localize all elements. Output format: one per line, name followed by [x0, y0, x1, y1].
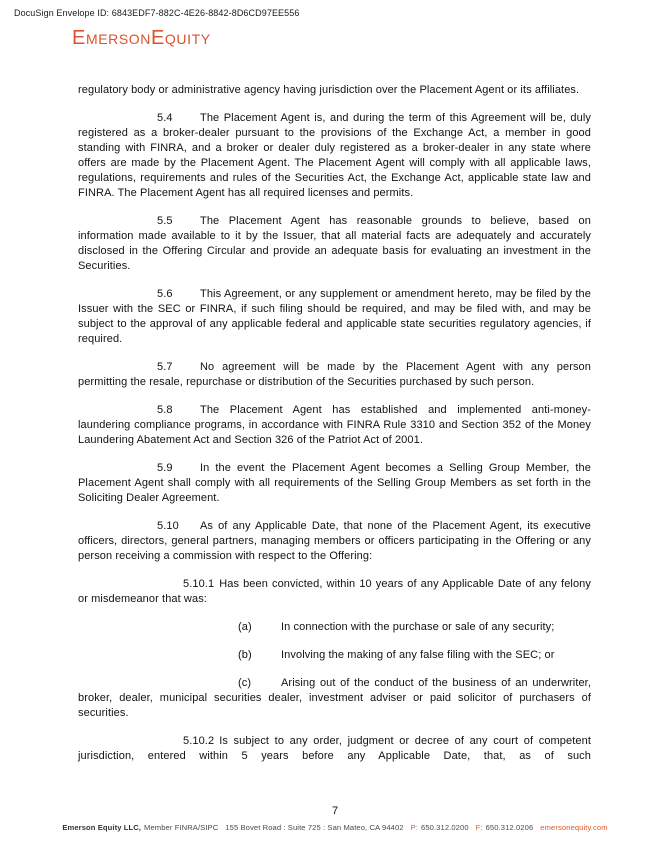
paragraph-text: No agreement will be made by the Placement Agent with any person permitting the resale, repurchase or distribution of the Securities purchased by such person. — [78, 361, 591, 388]
paragraph-number: 5.8 — [157, 404, 173, 416]
paragraph-text: This Agreement, or any supplement or amendment hereto, may be filed by the Issuer with the SEC or FINRA, if such filing should be required, and may be filed with, and may be subject to the approval of any applicable federal and applicable state securities regulatory agencies, if required. — [78, 288, 591, 345]
paragraph-text: Has been convicted, within 10 years of any Applicable Date of any felony or misdemeanor that was: — [78, 578, 591, 605]
paragraph-text: regulatory body or administrative agency having jurisdiction over the Placement Agent or its affiliates. — [78, 84, 580, 96]
paragraph-5-4 — [78, 111, 591, 201]
paragraph-5-6 — [78, 287, 591, 347]
paragraph-5-10 — [78, 519, 591, 564]
list-item-text: In connection with the purchase or sale of any security; — [281, 621, 555, 633]
list-item-b — [78, 648, 591, 663]
paragraph-number: 5.5 — [157, 215, 173, 227]
paragraph-5-9 — [78, 461, 591, 506]
paragraph-5-5 — [78, 214, 591, 274]
paragraph-number: 5.7 — [157, 361, 173, 373]
paragraph-text: The Placement Agent has established and implemented anti-money-laundering compliance programs, in accordance with FINRA Rule 3310 and Section 352 of the Money Laundering Abatement Act and Section 326 of the Patriot Act of 2001. — [78, 404, 591, 446]
footer-phone-number: 650.312.0200 — [421, 823, 469, 832]
paragraph-text: The Placement Agent is, and during the term of this Agreement will be, duly registered as a broker-dealer pursuant to the provisions of the Exchange Act, a member in good standing with FINRA, and a broker or dealer duly registered as a broker-dealer in any state where offers are made by the Placement Agent. The Placement Agent will comply with all applicable laws, regulations, requirements and rules of the Securities Act, the Exchange Act, applicable state law and FINRA. The Placement Agent has all required licenses and permits. — [78, 112, 591, 199]
list-item-c — [78, 676, 591, 721]
footer-fax-label: F: — [475, 823, 483, 832]
list-item-label: (b) — [238, 649, 252, 661]
footer-fax-number: 650.312.0206 — [485, 823, 534, 832]
footer-phone-label: P: — [410, 823, 418, 832]
paragraph-number: 5.10.2 — [183, 735, 215, 747]
paragraph-number: 5.9 — [157, 462, 173, 474]
page-number: 7 — [331, 805, 339, 817]
list-item-label: (a) — [238, 621, 252, 633]
footer — [0, 823, 670, 832]
list-item-a — [78, 620, 591, 635]
footer-membership: Member FINRA/SIPC — [144, 823, 219, 832]
footer-company-name: Emerson Equity LLC, — [62, 823, 142, 832]
paragraph-5-10-2 — [78, 734, 591, 764]
paragraph-5-10-1 — [78, 577, 591, 607]
list-item-text: Involving the making of any false filing with the SEC; or — [281, 649, 555, 661]
footer-website: emersonequity.com — [540, 823, 608, 832]
paragraph-number: 5.10.1 — [183, 578, 215, 590]
docusign-envelope-id: DocuSign Envelope ID: 6843EDF7-882C-4E26-8842-8D6CD97EE556 — [14, 8, 300, 18]
paragraph-5-8 — [78, 403, 591, 448]
paragraph-5-7 — [78, 360, 591, 390]
paragraph-text: The Placement Agent has reasonable grounds to believe, based on information made available to it by the Issuer, that all material facts are adequately and accurately disclosed in the Offering Circular and provide an adequate basis for evaluating an investment in the Securities. — [78, 215, 591, 272]
paragraph-text: In the event the Placement Agent becomes a Selling Group Member, the Placement Agent shall comply with all requirements of the Selling Group Members as set forth in the Soliciting Dealer Agreement. — [78, 462, 591, 504]
document-body — [78, 83, 591, 777]
paragraph-text: As of any Applicable Date, that none of the Placement Agent, its executive officers, directors, general partners, managing members or officers participating in the Offering or any person receiving a commission with respect to the Offering: — [78, 520, 591, 562]
paragraph-number: 5.10 — [157, 520, 179, 532]
paragraph-number: 5.4 — [157, 112, 173, 124]
emerson-equity-logo: EmersonEquity — [72, 27, 211, 49]
list-item-text: Arising out of the conduct of the business of an underwriter, broker, dealer, municipal securities dealer, investment adviser or paid solicitor of purchasers of securities. — [78, 677, 591, 719]
footer-address: 155 Bovet Road : Suite 725 : San Mateo, CA 94402 — [225, 823, 404, 832]
list-item-label: (c) — [238, 677, 252, 689]
paragraph-text: Is subject to any order, judgment or decree of any court of competent jurisdiction, entered within 5 years before any Applicable Date, that, as of such — [78, 735, 591, 762]
paragraph-intro-continuation — [78, 83, 591, 98]
paragraph-number: 5.6 — [157, 288, 173, 300]
